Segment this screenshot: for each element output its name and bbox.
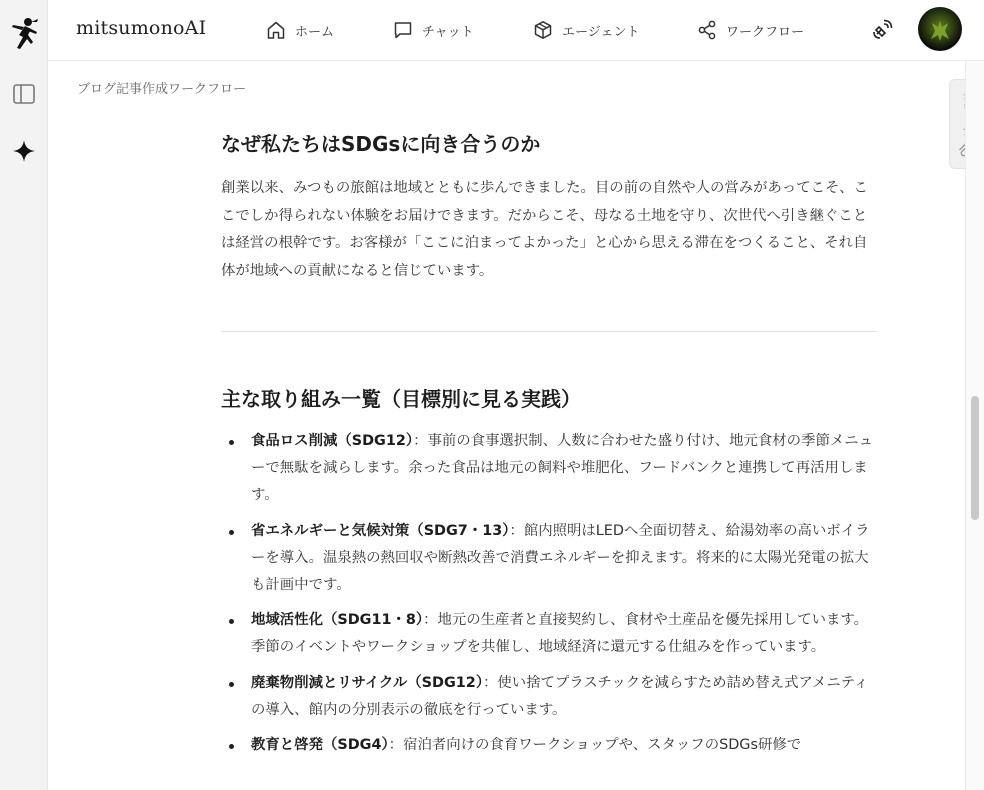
list-item-body: ：館内照明はLEDへ全面切替え、給湯効率の高いボイラーを導入。温泉熱の熱回収や断熱改善で消費エネルギーを抑えます。将来的に太陽光発電の拡大も計画中です。 <box>251 522 870 594</box>
list-item <box>221 428 877 510</box>
list-item-body: ：地元の生産者と直接契約し、食材や土産品を優先採用しています。季節のイベントやワークショップを共催し、地域経済に還元する仕組みを作っています。 <box>251 612 869 656</box>
list-item-title: 廃棄物削減とリサイクル（SDG12） <box>251 674 484 691</box>
nav-agent-label: エージェント <box>562 24 640 40</box>
scrollbar-thumb[interactable] <box>971 396 979 520</box>
home-icon <box>266 20 286 40</box>
left-rail <box>0 0 48 790</box>
avatar[interactable] <box>918 7 962 51</box>
chat-bubble-icon <box>393 20 413 40</box>
cube-icon <box>533 20 553 40</box>
list-item <box>221 670 877 724</box>
satellite-icon[interactable] <box>870 18 894 42</box>
breadcrumb[interactable]: ブログ記事作成ワークフロー <box>77 82 247 97</box>
list-item-title: 食品ロス削減（SDG12） <box>251 433 414 449</box>
sidebar-toggle-icon[interactable] <box>0 74 48 114</box>
nav-chat-label: チャット <box>422 24 474 40</box>
nav-home[interactable] <box>266 18 334 42</box>
nav-agent[interactable] <box>533 18 639 42</box>
list-item <box>221 732 877 759</box>
nav-home-label: ホーム <box>295 24 335 40</box>
share-nodes-icon <box>697 20 717 40</box>
top-bar <box>48 0 984 61</box>
nav-workflow-label: ワークフロー <box>726 24 805 40</box>
ninja-logo-icon[interactable] <box>0 14 48 54</box>
list-item-body: ：事前の食事選択制、人数に合わせた盛り付け、地元食材の季節メニューで無駄を減らします。余った食品は地元の飼料や堆肥化、フードバンクと連携して再活用します。 <box>251 433 874 504</box>
divider <box>221 331 877 332</box>
list-item <box>221 518 877 600</box>
sparkle-icon[interactable] <box>0 131 48 171</box>
list-item-title: 地域活性化（SDG11・8） <box>251 612 424 629</box>
scrollbar[interactable] <box>965 61 984 790</box>
list-item <box>221 607 877 661</box>
initiatives-list <box>221 428 877 767</box>
list-item-body: ：使い捨てプラスチックを減らすため詰め替え式アメニティの導入、館内の分別表示の徹底を行っています。 <box>251 674 869 718</box>
list-item-body: ：宿泊者向けの食育ワークショップや、スタッフのSDGs研修で <box>388 737 802 754</box>
nav-chat[interactable] <box>393 18 474 42</box>
heading-why-sdgs: なぜ私たちはSDGsに向き合うのか <box>221 132 541 156</box>
heading-initiatives: 主な取り組み一覧（目標別に見る実践） <box>221 387 581 411</box>
nav-workflow[interactable] <box>697 18 804 42</box>
brand-name[interactable]: mitsumonoAI <box>76 17 207 39</box>
paragraph-why-sdgs: 創業以来、みつもの旅館は地域とともに歩んできました。目の前の自然や人の営みがあってこそ、ここでしか得られない体験をお届けできます。だからこそ、母なる土地を守り、次世代へ引き継ぐことは経営の根幹です。お客様が「ここに泊まってよかった」と心から思える滞在をつくること、それ自体が地域への貢献になると信じています。 <box>221 180 868 279</box>
list-item-title: 省エネルギーと気候対策（SDG7・13） <box>251 522 510 539</box>
list-item-title: 教育と啓発（SDG4） <box>251 737 389 754</box>
